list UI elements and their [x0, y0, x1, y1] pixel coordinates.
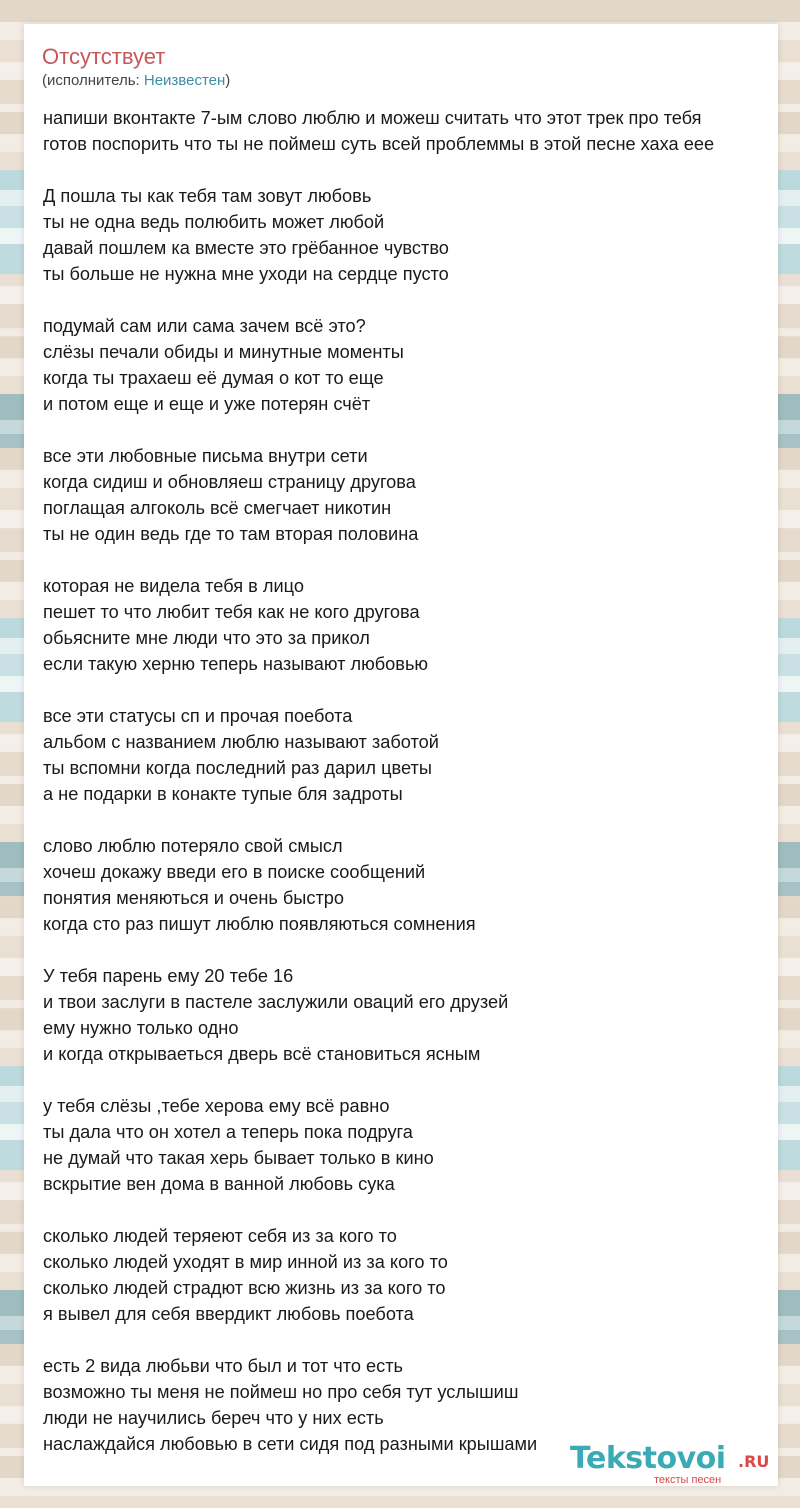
- lyrics-stanza: [43, 443, 800, 547]
- lyrics-line: и когда открываеться дверь всё становиться ясным: [43, 1044, 481, 1064]
- lyrics-line: подумай сам или сама зачем всё это?: [43, 316, 366, 336]
- lyrics-line: и твои заслуги в пастеле заслужили оваций его друзей: [43, 992, 509, 1012]
- lyrics-line: ты не один ведь где то там вторая половина: [43, 524, 419, 544]
- lyrics-line: сколько людей уходят в мир инной из за кого то: [43, 1252, 448, 1272]
- lyrics-body: [43, 105, 800, 1483]
- lyrics-line: все эти любовные письма внутри сети: [43, 446, 368, 466]
- lyrics-line: я вывел для себя ввердикт любовь поебота: [43, 1304, 414, 1324]
- artist-line: [42, 72, 230, 90]
- lyrics-line: хочеш докажу введи его в поиске сообщений: [43, 862, 426, 882]
- lyrics-stanza: [43, 1093, 800, 1197]
- artist-prefix: (исполнитель:: [42, 72, 144, 89]
- lyrics-line: которая не видела тебя в лицо: [43, 576, 304, 596]
- song-title: Отсутствует: [42, 44, 166, 69]
- lyrics-line: а не подарки в конакте тупые бля задроты: [43, 784, 403, 804]
- lyrics-line: поглащая алгоколь всё смегчает никотин: [43, 498, 392, 518]
- lyrics-line: возможно ты меня не поймеш но про себя тут услышиш: [43, 1382, 519, 1402]
- lyrics-stanza: [43, 963, 800, 1067]
- lyrics-stanza: [43, 833, 800, 937]
- lyrics-line: ты вспомни когда последний раз дарил цветы: [43, 758, 432, 778]
- lyrics-line: понятия меняються и очень быстро: [43, 888, 345, 908]
- lyrics-line: У тебя парень ему 20 тебе 16: [43, 966, 294, 986]
- site-logo[interactable]: [570, 1441, 780, 1491]
- lyrics-line: давай пошлем ка вместе это грёбанное чувство: [43, 238, 449, 258]
- lyrics-line: пешет то что любит тебя как не кого другова: [43, 602, 420, 622]
- lyrics-line: когда сто раз пишут люблю появляються сомнения: [43, 914, 476, 934]
- artist-link[interactable]: Неизвестен: [143, 72, 226, 89]
- lyrics-line: все эти статусы сп и прочая поебота: [43, 706, 353, 726]
- lyrics-line: и потом еще и еще и уже потерян счёт: [43, 394, 371, 414]
- lyrics-line: обьясните мне люди что это за прикол: [43, 628, 370, 648]
- lyrics-stanza: [43, 573, 800, 677]
- lyrics-line: люди не научились береч что у них есть: [43, 1408, 384, 1428]
- lyrics-stanza: [43, 1223, 800, 1327]
- artist-suffix: ): [225, 72, 231, 89]
- lyrics-line: не думай что такая херь бывает только в кино: [43, 1148, 434, 1168]
- lyrics-stanza: [43, 313, 800, 417]
- lyrics-stanza: [43, 703, 800, 807]
- lyrics-line: слово люблю потеряло свой смысл: [43, 836, 343, 856]
- lyrics-line: ты не одна ведь полюбить может любой: [43, 212, 385, 232]
- lyrics-line: когда ты трахаеш её думая о кот то еще: [43, 368, 384, 388]
- logo-tld: .RU: [738, 1452, 770, 1471]
- lyrics-stanza: [43, 183, 800, 287]
- lyrics-stanza: [43, 105, 800, 157]
- lyrics-line: сколько людей страдют всю жизнь из за кого то: [43, 1278, 446, 1298]
- lyrics-line: напиши вконтакте 7-ым слово люблю и можеш считать что этот трек про тебя: [43, 108, 702, 128]
- lyrics-line: Д пошла ты как тебя там зовут любовь: [43, 186, 372, 206]
- lyrics-line: слёзы печали обиды и минутные моменты: [43, 342, 404, 362]
- lyrics-line: ты больше не нужна мне уходи на сердце пусто: [43, 264, 449, 284]
- logo-tagline: тексты песен: [654, 1474, 722, 1486]
- lyrics-line: готов поспорить что ты не поймеш суть всей проблеммы в этой песне хаха еее: [43, 134, 715, 154]
- lyrics-line: есть 2 вида любьви что был и тот что есть: [43, 1356, 404, 1376]
- lyrics-line: наслаждайся любовью в сети сидя под разными крышами: [43, 1434, 538, 1454]
- lyrics-line: у тебя слёзы ,тебе херова ему всё равно: [43, 1096, 390, 1116]
- lyrics-line: ему нужно только одно: [43, 1018, 239, 1038]
- lyrics-line: ты дала что он хотел а теперь пока подруга: [43, 1122, 413, 1142]
- lyrics-line: если такую херню теперь называют любовью: [43, 654, 429, 674]
- lyrics-line: когда сидиш и обновляеш страницу другова: [43, 472, 416, 492]
- lyrics-line: альбом с названием люблю называют заботой: [43, 732, 439, 752]
- lyrics-line: вскрытие вен дома в ванной любовь сука: [43, 1174, 395, 1194]
- logo-name: Tekstovoi: [570, 1441, 726, 1476]
- lyrics-line: сколько людей теряеют себя из за кого то: [43, 1226, 397, 1246]
